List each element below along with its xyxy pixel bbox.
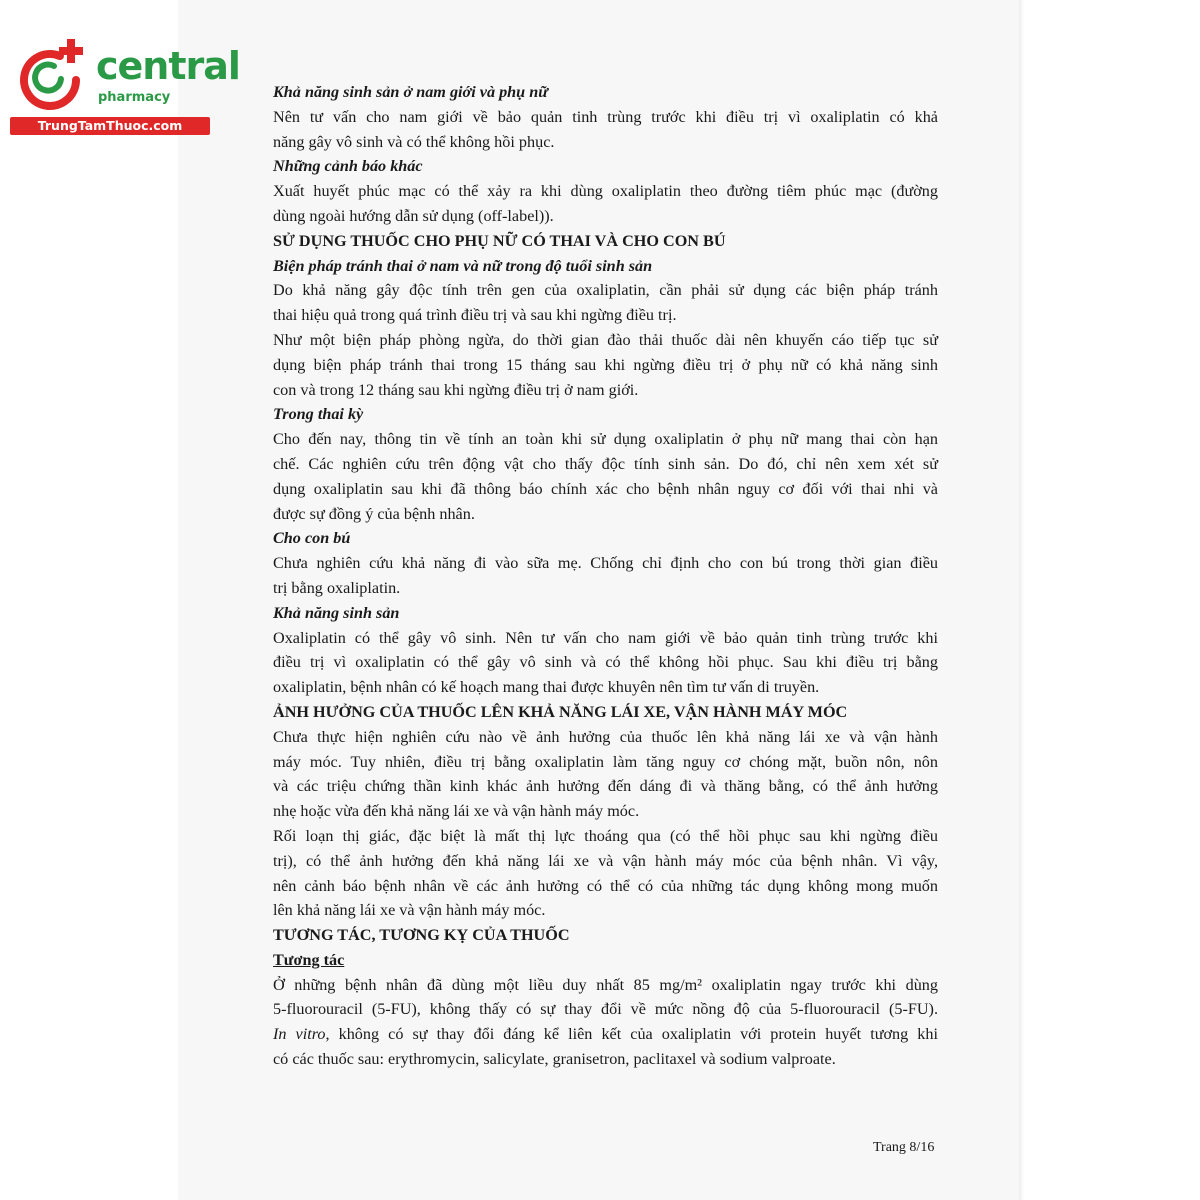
body-text-line: Do khả năng gây độc tính trên gen của oxaliplatin, cần phải sử dụng các biện pháp tránh <box>273 281 938 300</box>
body-text-line: dụng biện pháp tránh thai trong 15 tháng sau khi ngừng điều trị ở phụ nữ có khả năng sinh <box>273 355 938 374</box>
body-text-line: trị bằng oxaliplatin. <box>273 578 401 597</box>
body-text-line: 5-fluorouracil (5-FU), không thấy có sự thay đổi về mức nồng độ của 5-fluorouracil (5-FU). <box>273 1000 938 1019</box>
body-text-line: và các triệu chứng thần kinh khác ảnh hưởng đến dáng đi và thăng bằng, có thể ảnh hưởng <box>273 777 938 796</box>
body-text-line: trị), có thể ảnh hưởng đến khả năng lái xe và vận hành máy móc của bệnh nhân. Vì vậy, <box>273 851 938 870</box>
body-text-line: điều trị vì oxaliplatin có thể gây vô sinh và có thể không hồi phục. Sau khi điều trị bằng <box>273 653 938 672</box>
section-heading: Tương tác <box>273 950 345 969</box>
body-text-line: Chưa nghiên cứu khả năng đi vào sữa mẹ. Chống chỉ định cho con bú trong thời gian điều <box>273 554 938 573</box>
body-text-line: Chưa thực hiện nghiên cứu nào về ảnh hưởng của thuốc lên khả năng lái xe và vận hành <box>273 727 938 746</box>
body-text-line: dùng ngoài hướng dẫn sử dụng (off-label)). <box>273 206 554 225</box>
italic-term: In vitro <box>273 1025 326 1044</box>
body-text-line: Cho đến nay, thông tin về tính an toàn khi sử dụng oxaliplatin ở phụ nữ mang thai còn hạn <box>273 430 938 449</box>
section-heading: Trong thai kỳ <box>273 405 364 424</box>
line-text: , không có sự thay đổi đáng kể liên kết của oxaliplatin với protein huyết tương khi <box>325 1025 938 1044</box>
section-heading: Biện pháp tránh thai ở nam và nữ trong độ tuổi sinh sản <box>273 256 653 275</box>
body-text-line: nên cảnh báo bệnh nhân về các ảnh hưởng có thể có của những tác dụng không mong muốn <box>273 876 938 895</box>
document-body <box>273 80 938 1072</box>
body-text-line: có các thuốc sau: erythromycin, salicylate, granisetron, paclitaxel và sodium valproate. <box>273 1050 836 1069</box>
body-text-line: Xuất huyết phúc mạc có thể xảy ra khi dùng oxaliplatin theo đường tiêm phúc mạc (đường <box>273 182 938 201</box>
page-edge <box>1019 0 1024 1200</box>
logo-website: TrungTamThuoc.com <box>10 117 210 135</box>
body-text-line: chế. Các nghiên cứu trên động vật cho thấy độc tính sinh sản. Do đó, chỉ nên xem xét sử <box>273 454 938 473</box>
body-text-line: nhẹ hoặc vừa đến khả năng lái xe và vận hành máy móc. <box>273 802 640 821</box>
section-heading: TƯƠNG TÁC, TƯƠNG KỴ CỦA THUỐC <box>273 926 570 945</box>
body-text-line: máy móc. Tuy nhiên, điều trị bằng oxaliplatin làm tăng nguy cơ chóng mặt, buồn nôn, nôn <box>273 752 938 771</box>
body-text-line: Ở những bệnh nhân đã dùng một liều duy nhất 85 mg/m² oxaliplatin ngay trước khi dùng <box>273 975 938 994</box>
body-text-line: thai hiệu quả trong quá trình điều trị và sau khi ngừng điều trị. <box>273 306 677 325</box>
body-text-line <box>273 1022 938 1047</box>
section-heading: Những cảnh báo khác <box>273 157 423 176</box>
central-pharmacy-logo <box>10 36 240 136</box>
body-text-line: dụng oxaliplatin sau khi đã thông báo chính xác cho bệnh nhân nguy cơ đối với thai nhi và <box>273 479 938 498</box>
body-text-line: Nên tư vấn cho nam giới về bảo quản tinh trùng trước khi điều trị vì oxaliplatin có khả <box>273 107 938 126</box>
page-number: Trang 8/16 <box>873 1140 935 1155</box>
logo-subtitle: pharmacy <box>98 90 171 105</box>
section-heading: Khả năng sinh sản <box>273 603 400 622</box>
body-text-line: được sự đồng ý của bệnh nhân. <box>273 504 475 523</box>
section-heading: Khả năng sinh sản ở nam giới và phụ nữ <box>273 83 548 101</box>
body-text-line: con và trong 12 tháng sau khi ngừng điều trị ở nam giới. <box>273 380 639 399</box>
section-heading: ẢNH HƯỞNG CỦA THUỐC LÊN KHẢ NĂNG LÁI XE, VẬN HÀNH MÁY MÓC <box>273 702 848 721</box>
section-heading: SỬ DỤNG THUỐC CHO PHỤ NỮ CÓ THAI VÀ CHO CON BÚ <box>273 231 726 250</box>
body-text-line: Oxaliplatin có thể gây vô sinh. Nên tư vấn cho nam giới về bảo quản tinh trùng trước khi <box>273 628 938 647</box>
body-text-line: năng gây vô sinh và có thể không hồi phục. <box>273 132 555 151</box>
pharmacy-cross-logo-icon <box>10 36 90 116</box>
logo-brand-name: central <box>96 44 240 88</box>
section-heading: Cho con bú <box>273 529 351 548</box>
body-text-line: lên khả năng lái xe và vận hành máy móc. <box>273 901 546 920</box>
body-text-line: oxaliplatin, bệnh nhân có kế hoạch mang thai được khuyên nên tìm tư vấn di truyền. <box>273 678 820 697</box>
body-text-line: Như một biện pháp phòng ngừa, do thời gian đào thải thuốc dài nên khuyến cáo tiếp tục sử <box>273 330 938 349</box>
body-text-line: Rối loạn thị giác, đặc biệt là mất thị lực thoáng qua (có thể hồi phục sau khi ngừng điều <box>273 826 938 845</box>
